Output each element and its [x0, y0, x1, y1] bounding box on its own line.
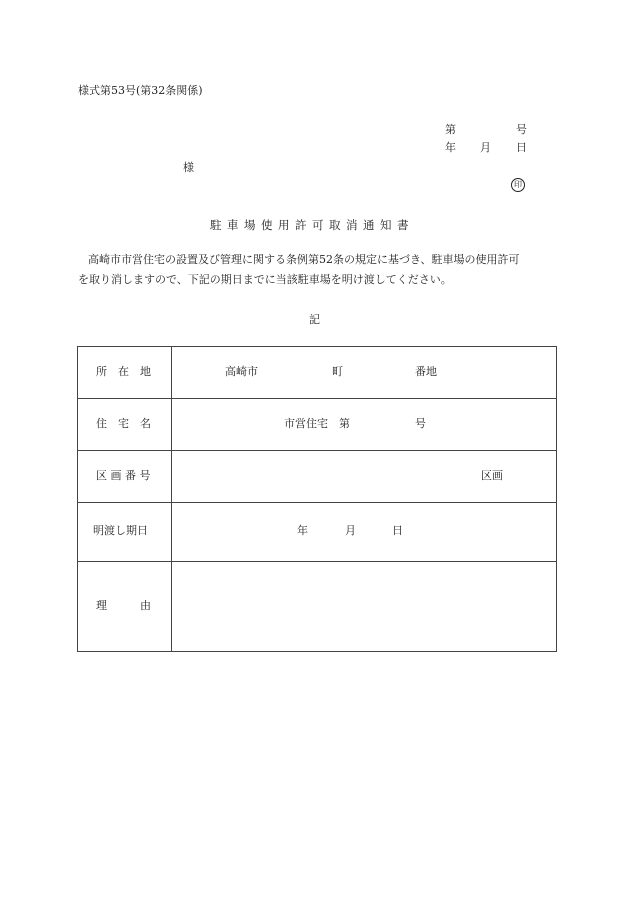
table-row-reason [78, 562, 557, 652]
issue-date-month: 月 [480, 141, 491, 154]
document-number-prefix: 第 [445, 123, 456, 136]
deadline-label-cell [78, 503, 172, 562]
location-label-cell [78, 347, 172, 399]
reason-value-cell [172, 562, 557, 652]
document-title: 駐車場使用許可取消通知書 [210, 218, 414, 232]
location-label: 所 在 地 [96, 365, 151, 378]
document-number-suffix: 号 [516, 123, 527, 136]
location-lot: 番地 [415, 365, 437, 378]
issue-date-day: 日 [516, 141, 527, 154]
table-row-housing [78, 399, 557, 451]
deadline-day: 日 [392, 524, 403, 537]
deadline-month: 月 [345, 524, 356, 537]
deadline-label: 明渡し期日 [93, 524, 148, 537]
location-value-cell [172, 347, 557, 399]
location-town: 町 [332, 365, 343, 378]
reason-label-cell [78, 562, 172, 652]
issue-date-year: 年 [445, 141, 456, 154]
section-suffix: 区画 [481, 469, 503, 482]
deadline-year: 年 [297, 524, 308, 537]
form-number: 様式第53号(第32条関係) [78, 84, 203, 97]
table-row-location [78, 347, 557, 399]
housing-label: 住 宅 名 [96, 417, 151, 430]
section-label: 区 画 番 号 [96, 469, 151, 482]
addressee-suffix: 様 [183, 161, 194, 174]
reason-label: 理 由 [96, 599, 151, 612]
table-row-section [78, 451, 557, 503]
deadline-value-cell [172, 503, 557, 562]
ki-heading: 記 [309, 313, 320, 326]
table-row-deadline [78, 503, 557, 562]
housing-value-cell [172, 399, 557, 451]
section-label-cell [78, 451, 172, 503]
body-text-line-2: を取り消しますので、下記の期日までに当該駐車場を明け渡してください。 [78, 273, 452, 286]
housing-label-cell [78, 399, 172, 451]
housing-suffix: 号 [415, 417, 426, 430]
location-city: 高崎市 [225, 365, 258, 378]
seal-mark: 印 [511, 178, 525, 192]
notice-table [77, 346, 557, 652]
section-value-cell [172, 451, 557, 503]
housing-prefix: 市営住宅 第 [284, 417, 350, 430]
body-text-line-1: 高崎市市営住宅の設置及び管理に関する条例第52条の規定に基づき、駐車場の使用許可 [88, 253, 520, 266]
